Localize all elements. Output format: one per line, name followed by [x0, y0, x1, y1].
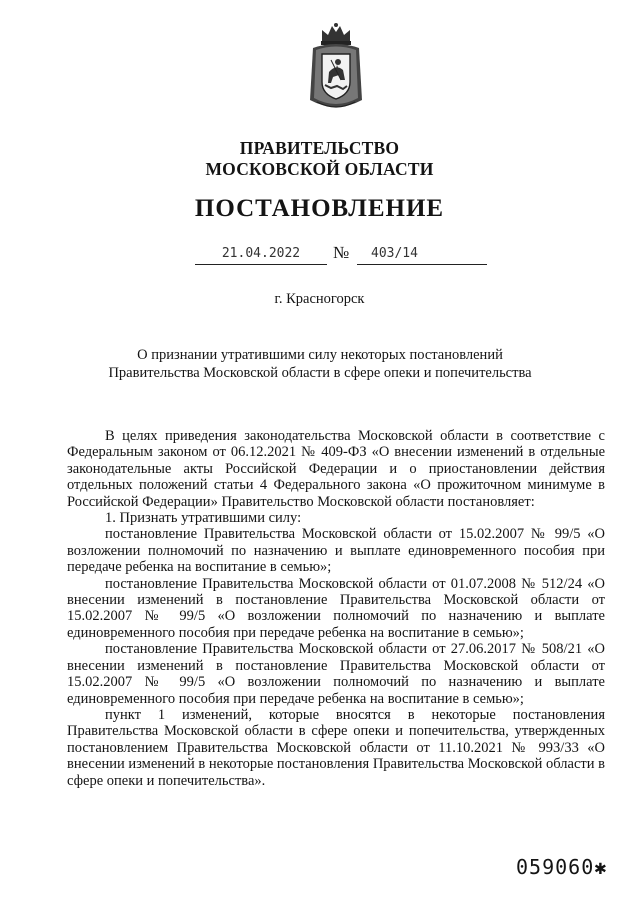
serial-number-value: 059060	[516, 855, 595, 879]
asterisk-icon: ✱	[594, 855, 608, 879]
number-sign: №	[333, 243, 350, 262]
serial-number	[516, 855, 607, 879]
preamble-paragraph: В целях приведения законодательства Московской области в соответствие с Федеральным законом от 06.12.2021 № 409-ФЗ «О внесении изменений в отдельные законодательные акты Российской Федерации и о приостановлении действия отдельных положений статьи 4 Федерального закона «О прожиточном минимуме в Российской Федерации» Правительство Московской области постановляет:	[67, 428, 605, 510]
item-1-clause-d: пункт 1 изменений, которые вносятся в некоторые постановления Правительства Московской области в сфере опеки и попечительства, утвержденных постановлением Правительства Московской области от 11.10.2021 № 993/33 «О внесении изменений в некоторые постановления Правительства Московской области в сфере опеки и попечительства».	[67, 706, 605, 789]
government-name-line-2: МОСКОВСКОЙ ОБЛАСТИ	[205, 159, 434, 179]
document-type-heading: ПОСТАНОВЛЕНИЕ	[194, 195, 445, 222]
item-1-clause-b: постановление Правительства Московской области от 01.07.2008 № 512/24 «О внесении изменений в постановление Правительства Московской области от 15.02.2007 № 99/5 «О возложении полномочий по назначению и выплате единовременного пособия при передаче ребенка на воспитание в семью»;	[67, 575, 605, 641]
item-1-clause-a: постановление Правительства Московской области от 15.02.2007 № 99/5 «О возложении полномочий по назначению и выплате единовременного пособия при передаче ребенка на воспитание в семью»;	[67, 526, 605, 576]
document-date: 21.04.2022	[195, 245, 327, 265]
government-name-line-1: ПРАВИТЕЛЬСТВО	[239, 138, 400, 158]
moscow-oblast-coat-of-arms-icon	[307, 22, 365, 114]
document-number-field	[357, 245, 487, 265]
document-body	[67, 428, 605, 789]
document-title	[90, 346, 550, 382]
item-1-heading: 1. Признать утратившими силу:	[105, 510, 302, 527]
document-number: 403/14	[371, 246, 418, 261]
document-title-line-1: О признании утратившими силу некоторых постановлений	[137, 347, 503, 363]
city-of-issue: г. Красногорск	[274, 291, 365, 307]
document-title-line-2: Правительства Московской области в сфере опеки и попечительства	[108, 365, 532, 381]
item-1-clause-c: постановление Правительства Московской области от 27.06.2017 № 508/21 «О внесении изменений в постановление Правительства Московской области от 15.02.2007 № 99/5 «О возложении полномочий по назначению и выплате единовременного пособия при передаче ребенка на воспитание в семью»;	[67, 641, 605, 707]
